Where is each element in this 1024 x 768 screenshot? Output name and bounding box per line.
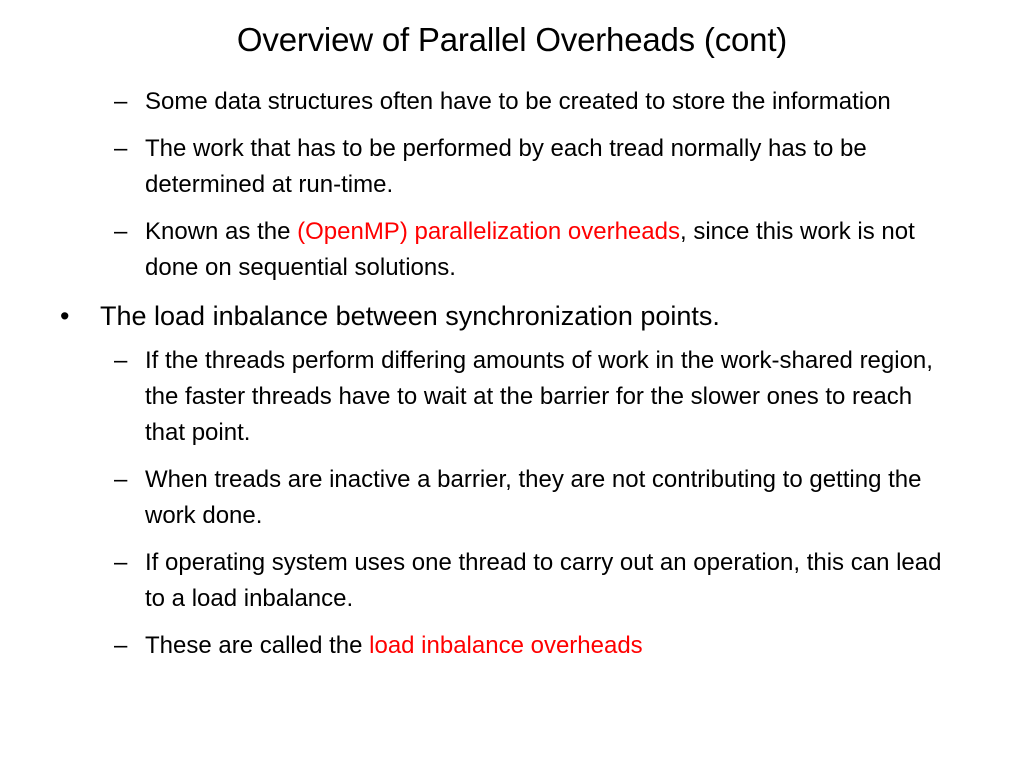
item-text-before: Known as the <box>145 218 298 245</box>
dash-marker: – <box>114 135 128 162</box>
bullet-marker: • <box>60 301 70 331</box>
item-text: Some data structures often have to be created to store the information <box>145 88 891 115</box>
sub-bullet-item <box>0 545 1024 617</box>
item-text-after: , since this work is not done on sequential solutions. <box>145 218 915 281</box>
dash-marker: – <box>114 88 128 115</box>
dash-marker: – <box>114 466 128 493</box>
highlighted-term: (OpenMP) parallelization overheads <box>297 218 680 245</box>
sub-bullet-item <box>0 214 1024 286</box>
bullet-item <box>0 297 1024 335</box>
item-text: The work that has to be performed by each tread normally has to be determined at run-time. <box>145 135 867 198</box>
item-text: If the threads perform differing amounts of work in the work-shared region, the faster threads have to wait at the barrier for the slower ones to reach that point. <box>145 347 933 446</box>
item-text: When treads are inactive a barrier, they are not contributing to getting the work done. <box>145 466 922 529</box>
dash-marker: – <box>114 218 128 245</box>
sub-bullet-item <box>0 84 1024 120</box>
item-text: If operating system uses one thread to carry out an operation, this can lead to a load inbalance. <box>145 549 942 612</box>
dash-marker: – <box>114 549 128 576</box>
dash-marker: – <box>114 632 128 659</box>
sub-bullet-item <box>0 628 1024 664</box>
highlighted-term: load inbalance overheads <box>369 632 643 659</box>
sub-bullet-item <box>0 343 1024 451</box>
dash-marker: – <box>114 347 128 374</box>
slide-title: Overview of Parallel Overheads (cont) <box>236 21 788 58</box>
item-text: The load inbalance between synchronization points. <box>100 301 720 331</box>
sub-bullet-item <box>0 131 1024 203</box>
sub-bullet-item <box>0 462 1024 534</box>
slide-content <box>0 84 1024 675</box>
item-text-before: These are called the <box>145 632 370 659</box>
